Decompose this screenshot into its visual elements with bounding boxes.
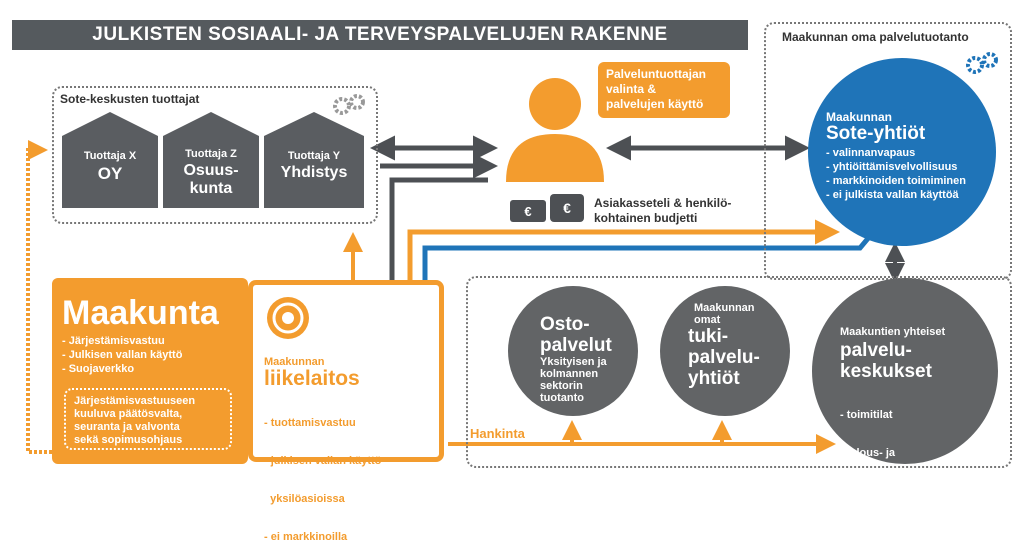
tuki-top-1: Maakunnan (694, 302, 755, 314)
banknote-symbol: € (524, 203, 532, 219)
authority-line3: seuranta ja valvonta (74, 421, 180, 433)
keskukset-title (840, 340, 932, 382)
sote-companies-bullets (826, 146, 966, 202)
maakunta-bullets (62, 334, 182, 376)
tuki-top-2: omat (694, 314, 721, 326)
choice-bubble (598, 62, 730, 118)
maakunta-bullet-3: - Suojaverkko (62, 363, 135, 375)
liikelaitos-line2: liikelaitos (264, 367, 360, 390)
bubble-line1: Palveluntuottajan (606, 67, 707, 81)
liikelaitos-bullets (264, 392, 381, 556)
maakunta-bullet-2: - Julkisen vallan käyttö (62, 349, 183, 361)
liikelaitos-bullet-2: - julkisen vallan käyttö (264, 455, 382, 467)
house-y-line2: Yhdistys (280, 164, 348, 181)
tuki-title-2: palvelu- (688, 347, 760, 368)
tuki-title-1: tuki- (688, 326, 729, 347)
liikelaitos-line1: Maakunnan (264, 356, 325, 368)
osto-title-2: palvelut (540, 335, 612, 356)
liikelaitos-bullet-3: yksilöasioissa (264, 493, 345, 505)
keskukset-bullet-1: - toimitilat (840, 409, 893, 421)
osto-sub-4: tuotanto (540, 392, 584, 404)
osto-sub-1: Yksityisen ja (540, 356, 607, 368)
house-z-line1: Tuottaja Z (185, 148, 237, 160)
producer-house-z (163, 112, 259, 208)
house-y-line1: Tuottaja Y (287, 150, 341, 162)
authority-line1: Järjestämisvastuuseen (74, 395, 196, 407)
wallet-icon (550, 194, 584, 222)
bubble-line2: valinta & (606, 82, 657, 96)
maakunta-authority-box (64, 388, 232, 450)
tuki-title (688, 326, 760, 389)
tuki-top (694, 302, 755, 326)
keskukset-bullet-2: - talous- ja (840, 447, 896, 459)
tuki-title-3: yhtiöt (688, 368, 740, 389)
keskukset-title-1: palvelu- (840, 340, 912, 361)
ostopalvelut-title (540, 314, 612, 356)
keskukset-bullet-4: - ICT (840, 523, 865, 535)
sote-companies-line1: Maakunnan (826, 110, 893, 124)
house-x-line2: OY (97, 164, 123, 183)
customer-person-icon (500, 70, 610, 185)
budget-line1: Asiakasseteli & henkilö- (594, 196, 732, 210)
sote-bullet-1: - valinnanvapaus (826, 147, 916, 159)
osto-sub-2: kolmannen (540, 368, 599, 380)
gear-icon-blue (962, 50, 1002, 81)
liikelaitos-bullet-1: - tuottamisvastuu (264, 417, 356, 429)
budget-label (594, 196, 731, 226)
hankinta-label: Hankinta (470, 426, 525, 441)
maakunta-title: Maakunta (62, 294, 219, 332)
osto-title-1: Osto- (540, 314, 590, 335)
sote-bullet-2: - yhtiöittämisvelvollisuus (826, 161, 958, 173)
keskukset-title-2: keskukset (840, 361, 932, 382)
liikelaitos-logo-icon (266, 296, 310, 345)
keskukset-bullet-3: henkilöstöhallinto (840, 485, 941, 497)
wallet-symbol: € (563, 200, 571, 216)
liikelaitos-bullet-4: - ei markkinoilla (264, 531, 348, 543)
house-x-line1: Tuottaja X (83, 150, 137, 162)
maakunta-bullet-1: - Järjestämisvastuu (62, 335, 165, 347)
budget-line2: kohtainen budjetti (594, 211, 698, 225)
page-title: JULKISTEN SOSIAALI- JA TERVEYSPALVELUJEN RAKENNE (12, 20, 748, 50)
house-z-line3: kunta (189, 180, 233, 197)
keskukset-bullets (840, 384, 940, 548)
bubble-line3: palvelujen käyttö (606, 97, 704, 111)
osto-sub-3: sektorin (540, 380, 583, 392)
authority-line2: kuuluva päätösvalta, (74, 408, 183, 420)
sote-producers-label: Sote-keskusten tuottajat (60, 92, 200, 106)
sote-companies-line2: Sote-yhtiöt (826, 123, 926, 144)
ostopalvelut-sub (540, 356, 607, 404)
house-z-line2: Osuus- (183, 162, 239, 179)
sote-bullet-4: - ei julkista vallan käyttöä (826, 189, 959, 201)
producer-house-y (264, 112, 364, 208)
own-production-label: Maakunnan oma palvelutuotanto (782, 30, 969, 44)
producer-house-x (62, 112, 158, 208)
authority-line4: sekä sopimusohjaus (74, 434, 183, 446)
banknote-icon (510, 200, 546, 222)
sote-bullet-3: - markkinoiden toimiminen (826, 175, 966, 187)
keskukset-top: Maakuntien yhteiset (840, 326, 946, 338)
